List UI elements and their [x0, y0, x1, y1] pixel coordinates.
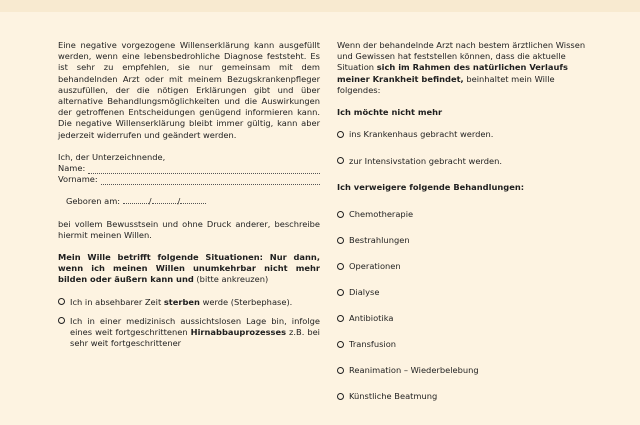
- birthdate-label: Geboren am:: [66, 196, 121, 207]
- date-separator: /: [177, 196, 181, 207]
- checkbox-circle-icon[interactable]: [337, 237, 344, 244]
- treatment-label: Bestrahlungen: [349, 235, 410, 245]
- treatment-operations[interactable]: [337, 261, 599, 272]
- treatment-label: Antibiotika: [349, 313, 394, 323]
- birth-month-line: [152, 197, 178, 204]
- treatment-dialysis[interactable]: [337, 287, 599, 298]
- option-text-part: Ich in einer medizinisch aussichtslosen Lage bin, infolge eines weit fortgeschrittenen: [70, 315, 320, 338]
- treatment-label: Chemotherapie: [349, 209, 414, 219]
- option-label: zur Intensivstation gebracht werden.: [349, 155, 502, 166]
- treatment-label: Künstliche Beatmung: [349, 391, 438, 401]
- consciousness-statement: bei vollem Bewusstsein und ohne Druck anderer, beschreibe hiermit meinen Willen.: [58, 218, 320, 240]
- checkbox-circle-icon[interactable]: [337, 157, 344, 164]
- birthdate-field[interactable]: [58, 196, 320, 207]
- name-dotted-line: [88, 165, 320, 174]
- intro-paragraph: Eine negative vorgezogene Willenserklärung kann ausgefüllt werden, wenn eine lebensbedrohliche Diagnose feststeht. Es ist sehr zu empfehlen, sie nur gemeinsam mit dem behandelnden Arzt oder mit meinem Bezugskrankenpfleger auszufüllen, der die nötigen Erklärungen gibt und über alternative Behandlungsmöglichkeiten und die Auswirkungen der getroffenen Entscheidungen genügend informieren kann. Die negative Willenserklärung bleibt immer gültig, kann aber jederzeit widerrufen und geändert werden.: [58, 40, 320, 140]
- option-text: [70, 297, 292, 308]
- situations-heading: [58, 252, 320, 286]
- checkbox-circle-icon[interactable]: [337, 393, 344, 400]
- situation-option-brain[interactable]: [58, 316, 320, 350]
- checkbox-circle-icon[interactable]: [337, 367, 344, 374]
- option-text: [70, 316, 320, 350]
- treatment-radiation[interactable]: [337, 235, 599, 246]
- checkbox-circle-icon[interactable]: [337, 263, 344, 270]
- right-intro: [337, 40, 599, 96]
- no-more-heading: Ich möchte nicht mehr: [337, 107, 443, 118]
- treatment-label: Transfusion: [349, 339, 397, 349]
- left-column: [58, 40, 320, 349]
- option-no-icu[interactable]: [337, 156, 599, 167]
- option-text-part: z.B. bei sehr weit fortgeschrittener: [70, 327, 320, 349]
- checkbox-circle-icon[interactable]: [58, 298, 65, 305]
- checkbox-circle-icon[interactable]: [337, 341, 344, 348]
- option-text-part: Ich in absehbarer Zeit: [70, 296, 164, 307]
- checkbox-circle-icon[interactable]: [337, 131, 344, 138]
- vorname-dotted-line: [101, 176, 320, 185]
- name-label: Name:: [58, 163, 86, 174]
- situations-bold-text: Mein Wille betrifft folgende Situationen: Nur dann, wenn ich meinen Willen unumkehrbar nicht mehr bilden oder äußern kann und: [58, 252, 320, 285]
- treatment-ventilation[interactable]: [337, 391, 599, 402]
- vorname-label: Vorname:: [58, 174, 98, 185]
- treatment-label: Operationen: [349, 261, 401, 271]
- birth-year-line: [177, 196, 206, 207]
- checkbox-circle-icon[interactable]: [337, 289, 344, 296]
- option-text-part: werde (Sterbephase).: [199, 296, 293, 307]
- right-intro-text: beinhaltet mein Wille folgendes:: [337, 73, 555, 95]
- treatment-antibiotics[interactable]: [337, 313, 599, 324]
- checkbox-circle-icon[interactable]: [337, 211, 344, 218]
- vorname-field[interactable]: [58, 174, 320, 185]
- situation-option-dying[interactable]: [58, 297, 320, 308]
- right-column: [337, 40, 599, 402]
- refuse-treatments-heading: Ich verweigere folgende Behandlungen:: [337, 182, 525, 193]
- option-text-bold: sterben: [163, 296, 200, 307]
- treatment-chemotherapy[interactable]: [337, 209, 599, 220]
- right-intro-bold: sich im Rahmen des natürlichen Verlaufs meiner Krankheit befindet,: [337, 62, 568, 84]
- option-label: ins Krankenhaus gebracht werden.: [349, 129, 494, 140]
- treatment-transfusion[interactable]: [337, 339, 599, 350]
- birth-day-line: [123, 197, 149, 204]
- option-no-hospital[interactable]: [337, 129, 599, 140]
- treatment-resuscitation[interactable]: [337, 365, 599, 376]
- date-separator: /: [148, 196, 152, 207]
- signer-line: Ich, der Unterzeichnende,: [58, 151, 166, 162]
- checkbox-circle-icon[interactable]: [58, 317, 65, 324]
- right-intro-text: Wenn der behandelnde Arzt nach bestem ärztlichen Wissen und Gewissen hat feststellen können, dass die aktuelle Situation: [337, 40, 586, 73]
- checkbox-circle-icon[interactable]: [337, 315, 344, 322]
- name-field[interactable]: [58, 163, 320, 174]
- treatment-label: Reanimation – Wiederbelebung: [349, 365, 479, 375]
- treatment-label: Dialyse: [349, 287, 380, 297]
- header-band: [0, 0, 640, 12]
- situations-hint: (bitte ankreuzen): [193, 274, 269, 285]
- option-text-bold: Hirnabbauprozesses: [190, 327, 287, 338]
